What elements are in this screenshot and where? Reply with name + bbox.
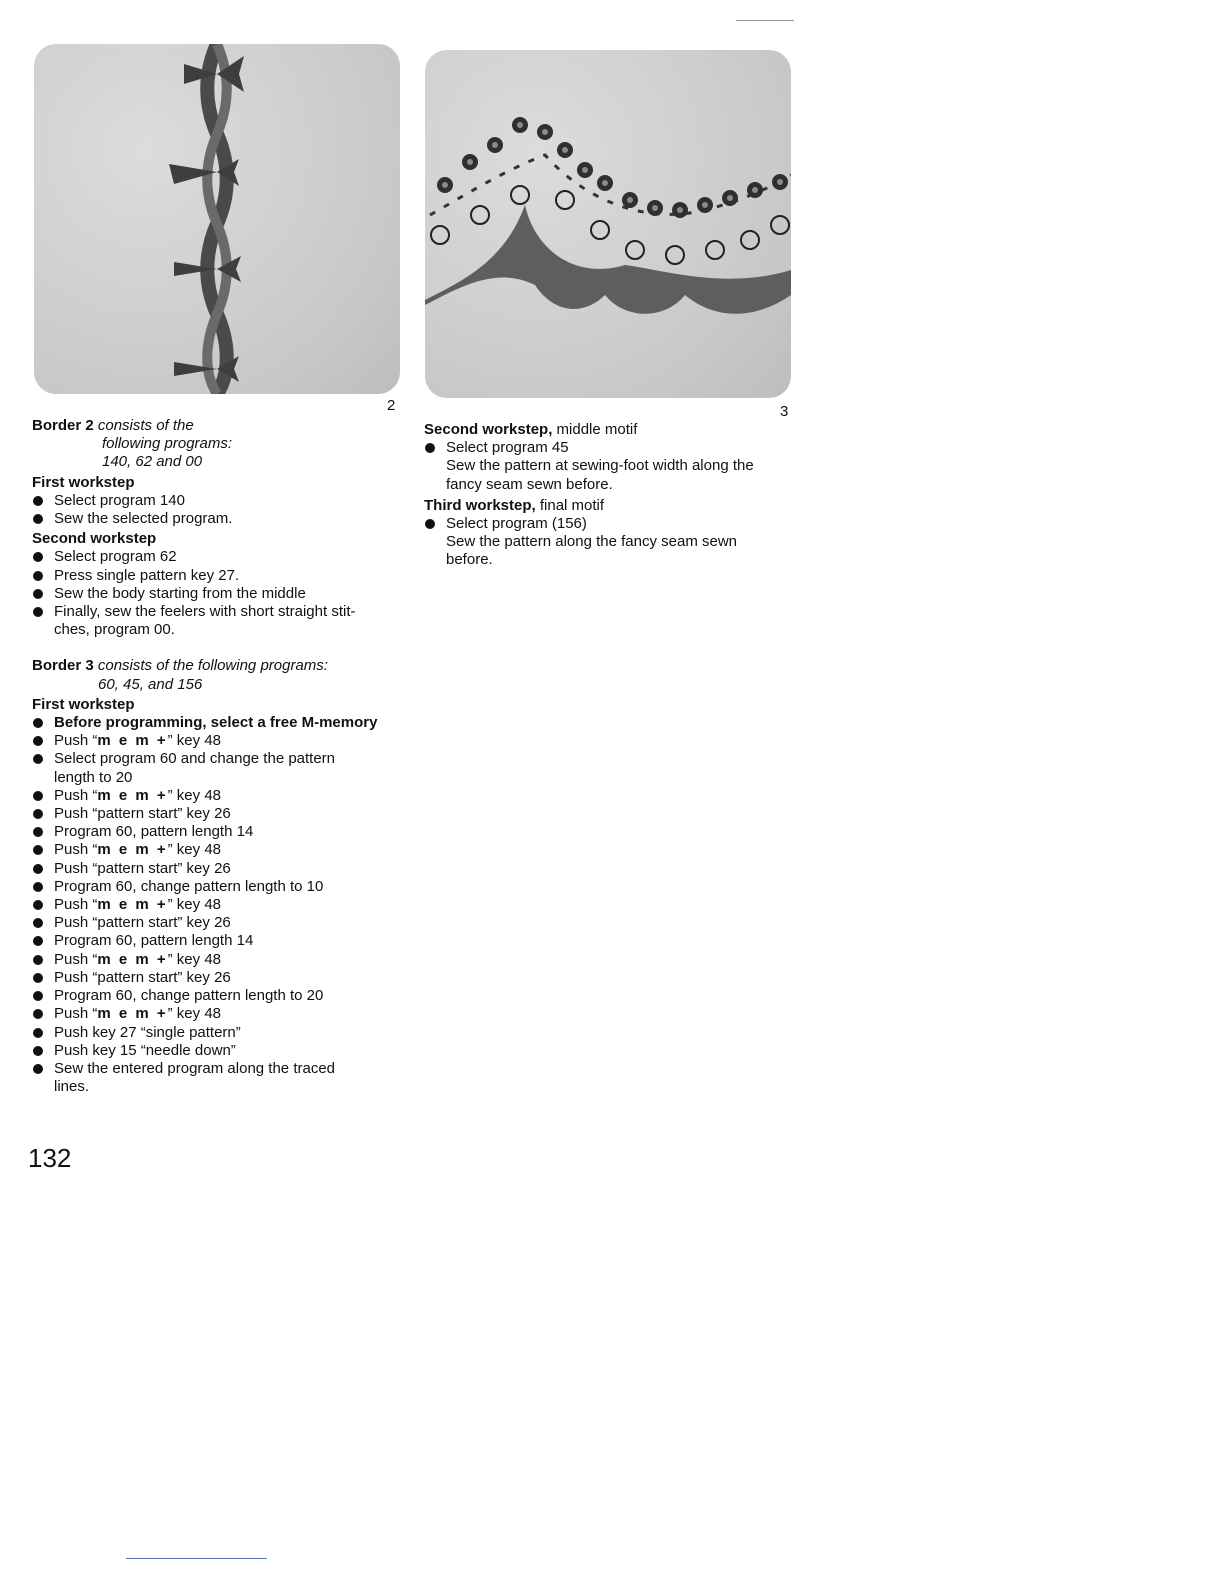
- list-item: Push “pattern start” key 26: [32, 969, 402, 987]
- border3-title: Border 3: [32, 657, 94, 675]
- first-workstep-list: [32, 492, 402, 528]
- vertical-border-embroidery-icon: [34, 44, 400, 394]
- list-item: Push key 27 “single pattern”: [32, 1024, 402, 1042]
- mem-key-label: m e m +: [97, 732, 168, 750]
- list-item-continuation: fancy seam sewn before.: [446, 475, 613, 493]
- list-item-continuation: before.: [446, 551, 493, 569]
- key48-suffix: ” key 48: [167, 732, 221, 750]
- list-item-continuation: length to 20: [54, 768, 133, 786]
- border2-desc-3: 140, 62 and 00: [102, 453, 203, 471]
- bottom-rule: [126, 1558, 267, 1559]
- key48-suffix: ” key 48: [167, 1005, 221, 1023]
- list-item: Finally, sew the feelers with short straight stit-: [32, 603, 402, 621]
- scalloped-border-embroidery-icon: [425, 50, 791, 398]
- r-third-heading-bold: Third workstep,: [424, 496, 536, 514]
- list-item-bold: Before programming, select a free M-memory: [32, 714, 402, 732]
- list-item: Program 60, change pattern length to 10: [32, 878, 402, 896]
- b3-first-workstep-heading: First workstep: [32, 695, 135, 713]
- border2-intro: [32, 417, 402, 435]
- list-item-continuation: Sew the pattern along the fancy seam sewn: [446, 533, 738, 551]
- push-prefix: Push “: [54, 896, 98, 914]
- list-item: Select program (156): [424, 515, 794, 533]
- list-item: Select program 60 and change the pattern: [32, 750, 402, 768]
- mem-key-label: m e m +: [97, 950, 168, 968]
- list-item: Push “pattern start” key 26: [32, 805, 402, 823]
- list-item-push-mem: [32, 1005, 402, 1023]
- left-column: [32, 417, 402, 1096]
- right-column: [424, 421, 794, 570]
- r-third-heading-rest: final motif: [535, 496, 605, 514]
- r-third-workstep-heading: [424, 497, 794, 515]
- list-item: Program 60, pattern length 14: [32, 932, 402, 950]
- first-workstep-heading: First workstep: [32, 473, 135, 491]
- list-item-push-mem: [32, 896, 402, 914]
- list-item: Sew the body starting from the middle: [32, 585, 402, 603]
- mem-key-label: m e m +: [97, 1005, 168, 1023]
- list-item-push-mem: [32, 841, 402, 859]
- list-item: Program 60, change pattern length to 20: [32, 987, 402, 1005]
- list-item: Sew the entered program along the traced: [32, 1060, 402, 1078]
- list-item: Program 60, pattern length 14: [32, 823, 402, 841]
- border3-desc-1: consists of the following programs:: [97, 657, 328, 675]
- list-item-push-mem: [32, 787, 402, 805]
- border2-desc-2: following programs:: [102, 435, 233, 453]
- list-item: Select program 45: [424, 439, 794, 457]
- mem-key-label: m e m +: [97, 841, 168, 859]
- key48-suffix: ” key 48: [167, 950, 221, 968]
- list-item-continuation: Sew the pattern at sewing-foot width along the: [446, 457, 754, 475]
- r-second-workstep-heading: [424, 421, 794, 439]
- key48-suffix: ” key 48: [167, 841, 221, 859]
- list-item-push-mem: [32, 732, 402, 750]
- figure-2-number: 2: [387, 397, 396, 414]
- second-workstep-list: [32, 548, 402, 639]
- key48-suffix: ” key 48: [167, 896, 221, 914]
- border3-intro: [32, 657, 402, 675]
- b3-first-workstep-list: [32, 714, 402, 1096]
- push-prefix: Push “: [54, 950, 98, 968]
- second-workstep-heading: Second workstep: [32, 530, 157, 548]
- r-second-heading-bold: Second workstep,: [424, 421, 553, 438]
- list-item: Select program 62: [32, 548, 402, 566]
- push-prefix: Push “: [54, 786, 98, 804]
- mem-key-label: m e m +: [97, 786, 168, 804]
- figure-3-photo: [425, 50, 791, 398]
- figure-3-number: 3: [780, 403, 789, 420]
- push-prefix: Push “: [54, 841, 98, 859]
- list-item: Select program 140: [32, 492, 402, 510]
- list-item: Press single pattern key 27.: [32, 567, 402, 585]
- mem-key-label: m e m +: [97, 896, 168, 914]
- border3-desc-2: 60, 45, and 156: [98, 675, 203, 693]
- border2-title: Border 2: [32, 417, 94, 434]
- border2-desc-1: consists of the: [97, 417, 194, 434]
- list-item: Sew the selected program.: [32, 510, 402, 528]
- top-edge-rule: [736, 20, 794, 21]
- list-item: Push “pattern start” key 26: [32, 860, 402, 878]
- list-item-continuation: ches, program 00.: [54, 621, 175, 639]
- key48-suffix: ” key 48: [167, 786, 221, 804]
- list-item-push-mem: [32, 951, 402, 969]
- r-second-workstep-list: [424, 439, 794, 494]
- push-prefix: Push “: [54, 1005, 98, 1023]
- r-third-workstep-list: [424, 515, 794, 570]
- figure-2-photo: [34, 44, 400, 394]
- list-item-continuation: lines.: [54, 1078, 90, 1096]
- list-item: Push key 15 “needle down”: [32, 1042, 402, 1060]
- push-prefix: Push “: [54, 732, 98, 750]
- page-number: 132: [28, 1143, 72, 1173]
- r-second-heading-rest: middle motif: [552, 421, 638, 438]
- list-item: Push “pattern start” key 26: [32, 914, 402, 932]
